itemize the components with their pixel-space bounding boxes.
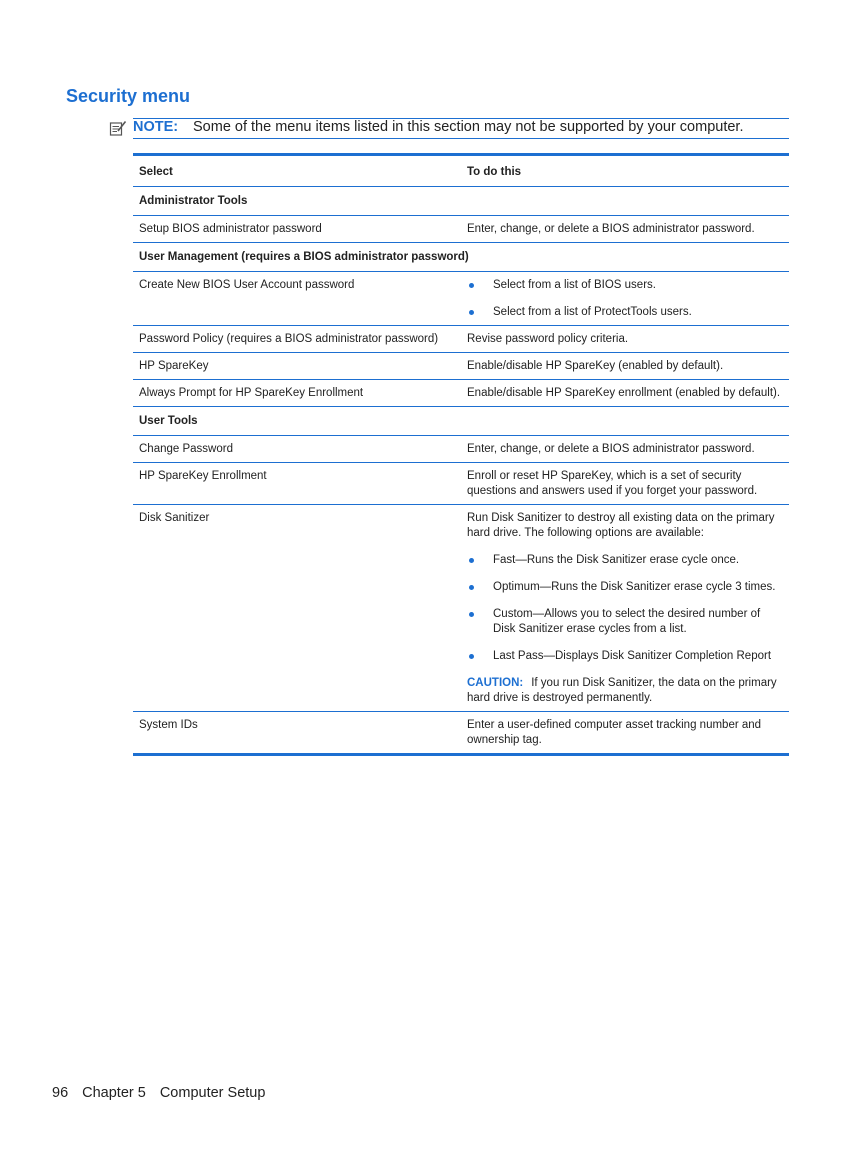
row-select: Setup BIOS administrator password xyxy=(139,223,322,235)
bullet-item: Last Pass—Displays Disk Sanitizer Completion Report xyxy=(467,649,783,664)
section-row xyxy=(133,406,789,435)
row-select: Always Prompt for HP SpareKey Enrollment xyxy=(139,387,364,399)
note-box xyxy=(109,118,789,139)
row-select: HP SpareKey xyxy=(139,360,209,372)
caution-text: If you run Disk Sanitizer, the data on the primary hard drive is destroyed permanently. xyxy=(467,677,777,704)
page-number: 96 xyxy=(52,1085,69,1101)
header-select: Select xyxy=(139,166,173,178)
section-row xyxy=(133,242,789,271)
row-select: HP SpareKey Enrollment xyxy=(139,470,267,482)
section-row xyxy=(133,187,789,215)
chapter-title: Computer Setup xyxy=(159,1085,266,1101)
page-footer xyxy=(52,1085,279,1101)
row-todo: Enroll or reset HP SpareKey, which is a set of security questions and answers used if you forget your password. xyxy=(467,470,758,497)
caution-note xyxy=(467,676,783,706)
row-todo xyxy=(461,272,789,325)
note-icon xyxy=(109,120,127,136)
row-select: Change Password xyxy=(139,443,233,455)
row-select: Password Policy (requires a BIOS administrator password) xyxy=(139,333,439,345)
table-row xyxy=(133,711,789,753)
chapter-label: Chapter 5 xyxy=(82,1085,146,1101)
bullet-item: Select from a list of BIOS users. xyxy=(467,278,783,293)
table-row xyxy=(133,271,789,325)
row-todo: Enable/disable HP SpareKey enrollment (enabled by default). xyxy=(467,387,781,399)
caution-label: CAUTION: xyxy=(467,677,524,689)
note-label: NOTE: xyxy=(133,119,179,135)
section-user-tools: User Tools xyxy=(139,415,198,427)
row-select: Create New BIOS User Account password xyxy=(139,279,355,291)
table-row xyxy=(133,435,789,462)
row-todo: Enable/disable HP SpareKey (enabled by default). xyxy=(467,360,724,372)
table-row xyxy=(133,379,789,406)
bullet-item: Fast—Runs the Disk Sanitizer erase cycle once. xyxy=(467,553,783,568)
row-todo: Enter, change, or delete a BIOS administrator password. xyxy=(467,443,755,455)
bullet-item: Custom—Allows you to select the desired number of Disk Sanitizer erase cycles from a list. xyxy=(467,607,783,637)
table-row xyxy=(133,504,789,711)
header-todo: To do this xyxy=(467,166,522,178)
section-user-management: User Management (requires a BIOS administrator password) xyxy=(139,251,469,263)
row-select: System IDs xyxy=(139,719,198,731)
note-text: Some of the menu items listed in this section may not be supported by your computer. xyxy=(193,119,744,135)
table-row xyxy=(133,352,789,379)
row-todo: Enter a user-defined computer asset tracking number and ownership tag. xyxy=(467,719,762,746)
row-todo-text: Run Disk Sanitizer to destroy all existing data on the primary hard drive. The following options are available: xyxy=(467,512,775,539)
table-row xyxy=(133,325,789,352)
section-admin-tools: Administrator Tools xyxy=(139,195,248,207)
page-title: Security menu xyxy=(66,86,191,106)
table-row xyxy=(133,215,789,242)
table-row xyxy=(133,462,789,504)
row-todo: Revise password policy criteria. xyxy=(467,333,629,345)
bullet-item: Select from a list of ProtectTools users. xyxy=(467,305,783,320)
table-header-row xyxy=(133,156,789,187)
security-menu-table xyxy=(133,153,789,756)
bullet-item: Optimum—Runs the Disk Sanitizer erase cycle 3 times. xyxy=(467,580,783,595)
row-todo xyxy=(461,505,789,711)
row-todo: Enter, change, or delete a BIOS administrator password. xyxy=(467,223,755,235)
row-select: Disk Sanitizer xyxy=(139,512,210,524)
